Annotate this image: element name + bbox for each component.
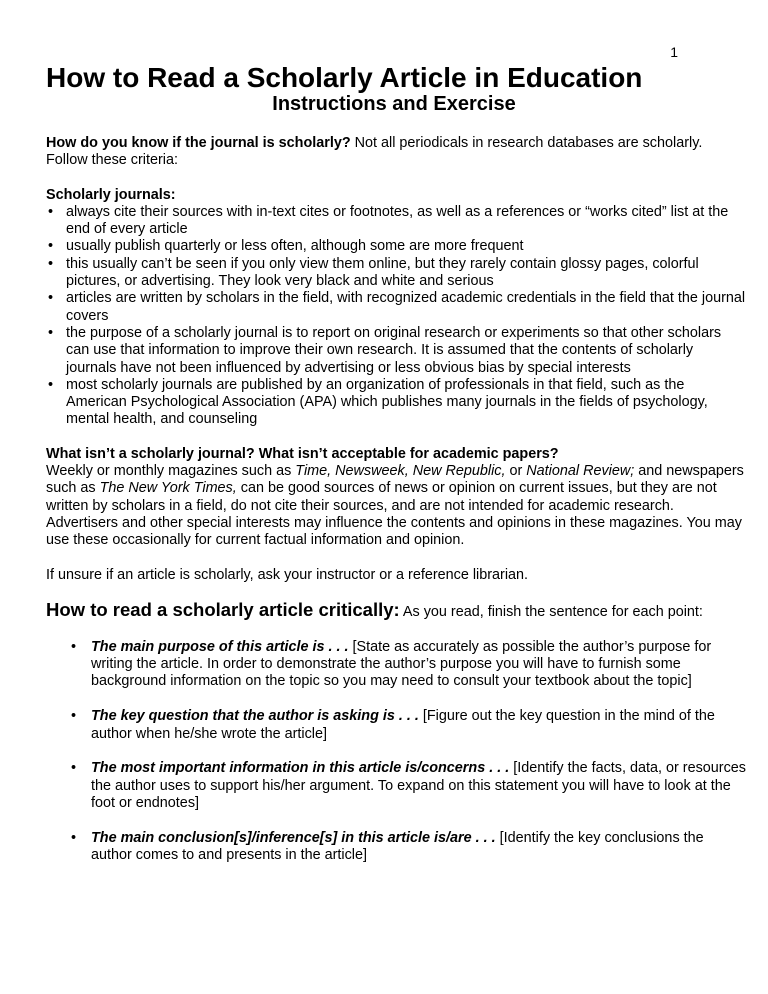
criteria-item: • usually publish quarterly or less often, although some are more frequent	[46, 238, 746, 255]
critical-item-text: [Identify the key conclusions the author comes to and presents in the article]	[91, 829, 704, 863]
critical-list	[46, 639, 746, 864]
criteria-item: • this usually can’t be seen if you only view them online, but they rarely contain glossy pages, colorful pictures, or advertising. They look very black and white and serious	[46, 256, 746, 291]
critical-item-lead: The key question that the author is asking is . . .	[91, 708, 419, 725]
magazine-titles: Time, Newsweek, New Republic,	[295, 463, 506, 480]
critical-item-lead: The main purpose of this article is . . .	[91, 638, 349, 655]
document-body	[46, 135, 746, 882]
critical-item	[46, 639, 746, 691]
critical-item-lead: The most important information in this article is/concerns . . .	[91, 760, 510, 777]
not-scholarly-paragraph	[46, 463, 746, 549]
magazine-title: National Review;	[526, 463, 635, 480]
not-scholarly-text-1: Weekly or monthly magazines such as	[46, 463, 296, 480]
not-scholarly-text-4: can be good sources of news or opinion on current issues, but they are not written by scholars in a field, do not cite their sources, and are not intended for academic research. Advertisers and other special interests may influence the contents and opinions in these magazines. You may use these occasionally for current factual information and opinion.	[46, 480, 742, 549]
not-scholarly-text-3: and newspapers such as	[46, 463, 744, 497]
critical-item-text: [Figure out the key question in the mind of the author when he/she wrote the article]	[91, 708, 715, 742]
newspaper-title: The New York Times,	[99, 480, 237, 497]
not-scholarly-heading: What isn’t a scholarly journal? What isn’t acceptable for academic papers?	[46, 445, 559, 462]
document-subtitle: Instructions and Exercise	[272, 93, 516, 115]
critical-heading: How to read a scholarly article critically:	[46, 598, 400, 620]
critical-item-text: [Identify the facts, data, or resources the author uses to support his/her argument. To expand on this statement you will have to look at the foot or endnotes]	[91, 760, 746, 811]
not-scholarly-text-2: or	[505, 463, 527, 480]
critical-item-text: [State as accurately as possible the author’s purpose for writing the article. In order to demonstrate the author’s purpose you will have to furnish some background information on the topic so you may need to consult your textbook about the topic]	[91, 638, 712, 690]
critical-item	[46, 760, 746, 812]
criteria-item: • the purpose of a scholarly journal is to report on original research or experiments so that other scholars can use that information to improve their own research. It is assumed that the contents of scholarly journals have not been influenced by advertising or less obvious bias by special interests	[46, 325, 746, 377]
critical-heading-line	[46, 598, 746, 622]
criteria-item: • articles are written by scholars in the field, with recognized academic credentials in the field that the journal covers	[46, 290, 746, 325]
intro-text: Not all periodicals in research databases are scholarly. Follow these criteria:	[46, 135, 703, 169]
criteria-heading: Scholarly journals:	[46, 186, 176, 203]
intro-paragraph	[46, 135, 746, 170]
critical-item	[46, 830, 746, 865]
intro-question: How do you know if the journal is scholarly?	[46, 135, 351, 151]
unsure-paragraph: If unsure if an article is scholarly, ask your instructor or a reference librarian.	[46, 566, 529, 583]
criteria-item: • most scholarly journals are published by an organization of professionals in that field, such as the American Psychological Association (APA) which publishes many journals in the fields of psychology, mental health, and counseling	[46, 377, 746, 429]
document-title: How to Read a Scholarly Article in Education	[46, 62, 643, 93]
criteria-item: • always cite their sources with in-text cites or footnotes, as well as a references or “works cited” list at the end of every article	[46, 204, 746, 239]
critical-note: As you read, finish the sentence for each point:	[399, 603, 703, 620]
critical-item-lead: The main conclusion[s]/inference[s] in this article is/are . . .	[91, 829, 496, 846]
page-number: 1	[670, 44, 678, 60]
critical-item	[46, 708, 746, 743]
criteria-list	[46, 204, 746, 429]
